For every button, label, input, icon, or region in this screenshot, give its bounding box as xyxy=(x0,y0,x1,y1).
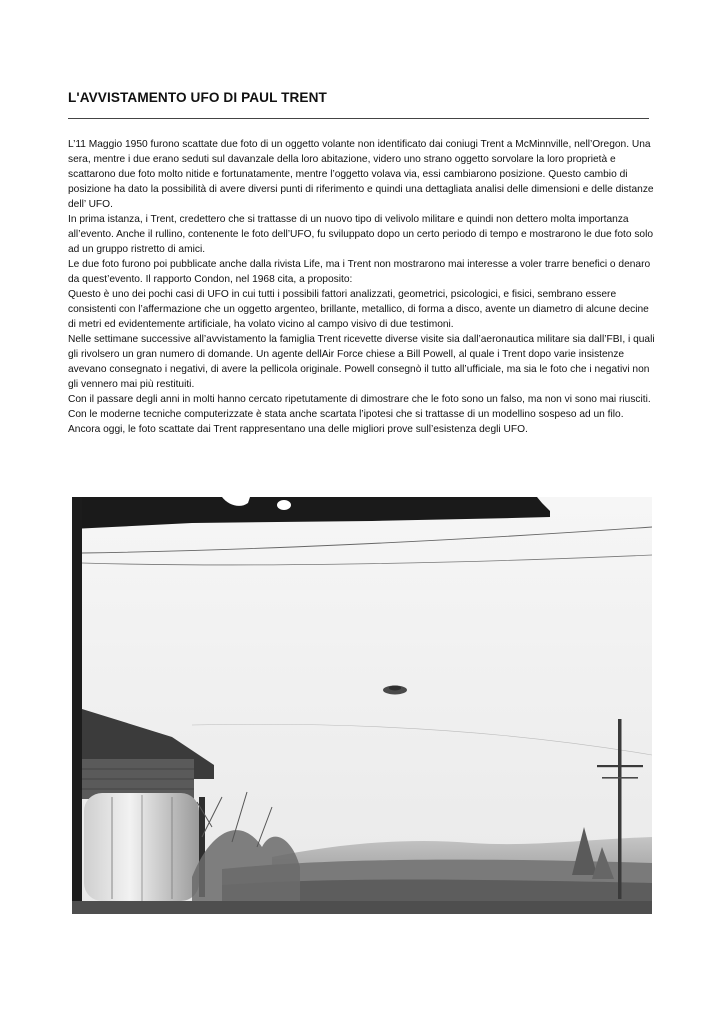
paragraph-4-condon-quote: Questo è uno dei pochi casi di UFO in cui tutti i possibili fattori analizzati, geometrici, psicologici, e fisici, sembrano essere consistenti con l’affermazione che un oggetto argenteo, brillante, metallico, di forma a disco, avente un diametro di alcune decine di metri ed evidentemente artificiale, ha volato vicino al campo visivo di due testimoni. xyxy=(68,289,649,330)
paragraph-6: Con il passare degli anni in molti hanno cercato ripetutamente di dimostrare che le foto sono un falso, ma non vi sono mai riusciti. Con le moderne tecniche computerizzate è stata anche scartata l’ipotesi che si trattasse di un modellino sospeso ad un filo. xyxy=(68,394,651,420)
ufo-photograph xyxy=(72,497,652,914)
page-title: L'AVVISTAMENTO UFO DI PAUL TRENT xyxy=(68,90,327,105)
paragraph-5: Nelle settimane successive all’avvistamento la famiglia Trent ricevette diverse visite sia dall’aeronautica militare sia dall’FBI, i quali gli rivolsero un gran numero di domande. Un agente dellAir Force chiese a Bill Powell, al quale i Trent dopo varie insistenze avevano consegnato i negativi, di avere la pellicola originale. Powell consegnò il tutto all’ufficiale, ma sia le foto che i negativi non gli vennero mai più restituiti. xyxy=(68,334,655,390)
paragraph-3: Le due foto furono poi pubblicate anche dalla rivista Life, ma i Trent non mostrarono mai interesse a voler trarre benefici o denaro da quest’evento. Il rapporto Condon, nel 1968 cita, a proposito: xyxy=(68,259,651,285)
paragraph-2: In prima istanza, i Trent, credettero che si trattasse di un nuovo tipo di velivolo militare e quindi non dettero molta importanza all’evento. Anche il rullino, contenente le foto dell’UFO, fu sviluppato dopo un certo periodo di tempo e mostrarono le due foto solo ad un gruppo ristretto di amici. xyxy=(68,214,654,255)
article-body xyxy=(68,137,658,437)
paragraph-7: Ancora oggi, le foto scattate dai Trent rappresentano una delle migliori prove sull’esistenza degli UFO. xyxy=(68,424,528,435)
paragraph-1: L’11 Maggio 1950 furono scattate due foto di un oggetto volante non identificato dai coniugi Trent a McMinnville, nell’Oregon. Una sera, mentre i due erano seduti sul davanzale della loro abitazione, videro uno strano oggetto sorvolare la loro proprietà e scattarono due foto molto nitide e fortunatamente, mentre l’oggetto volava via, essi cambiarono posizione. Questo cambio di posizione ha dato la possibilità di avere diversi punti di riferimento e quindi una dettagliata analisi delle dimensioni e delle distanze dell’ UFO. xyxy=(68,139,654,210)
title-divider xyxy=(68,118,649,119)
